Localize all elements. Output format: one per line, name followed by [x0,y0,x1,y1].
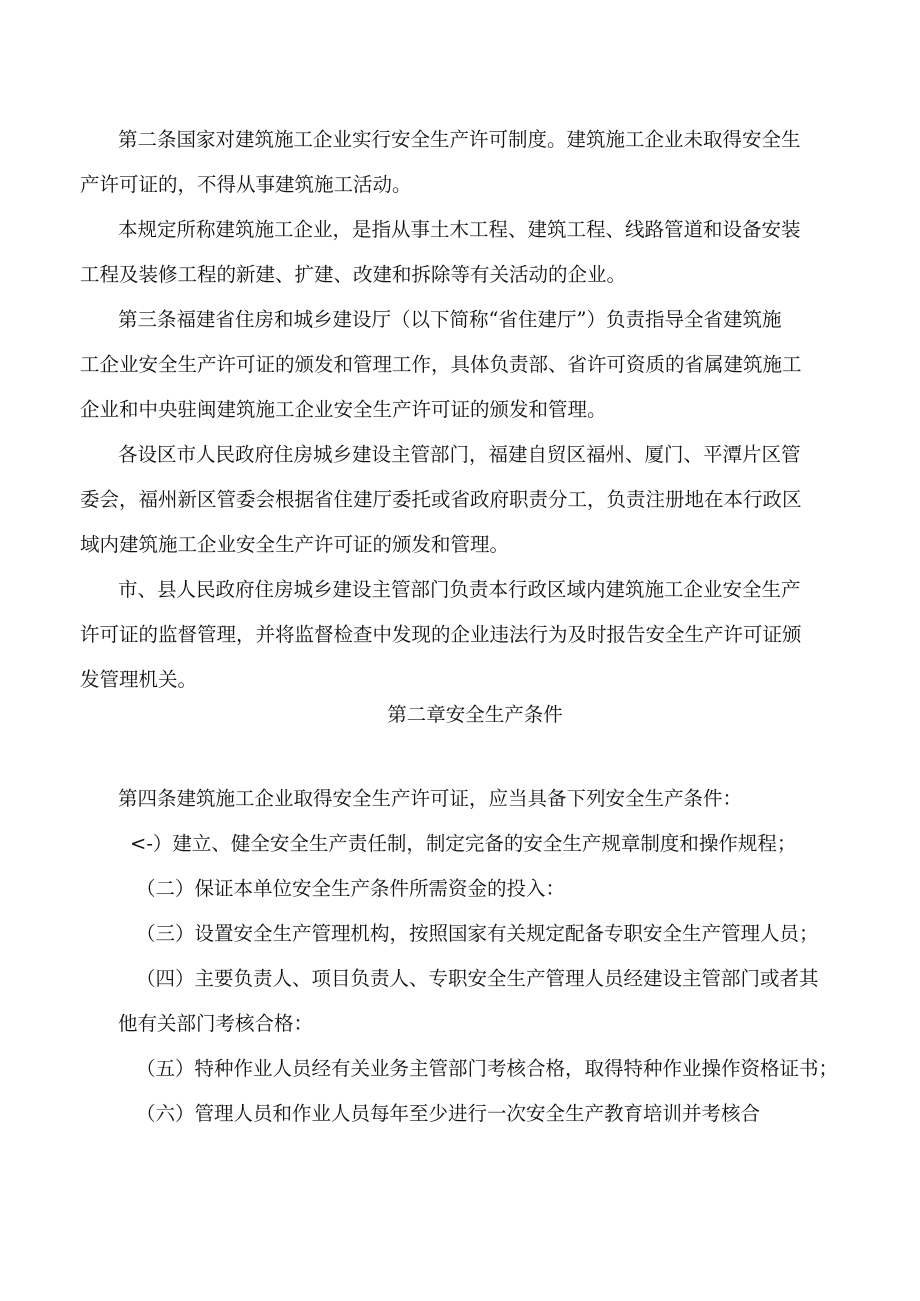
paragraph-article-2 [80,117,824,207]
text-line: 企业和中央驻闽建筑施工企业安全生产许可证的颁发和管理。 [80,398,607,421]
text-line: 各设区市人民政府住房城乡建设主管部门，福建自贸区福州、厦门、平潭片区管 [118,443,801,466]
text-line: 第二条国家对建筑施工企业实行安全生产许可制度。建筑施工企业未取得安全生 [118,128,801,151]
condition-item-4 [118,956,824,1046]
text-line: 产许可证的，不得从事建筑施工活动。 [80,173,412,196]
text-line: 域内建筑施工企业安全生产许可证的颁发和管理。 [80,533,510,556]
text-line: （四）主要负责人、项目负责人、专职安全生产管理人员经建设主管部门或者其 [136,967,819,990]
condition-item-3 [118,911,824,956]
text-line: 第三条福建省住房和城乡建设厅（以下简称“省住建厅”）负责指导全省建筑施 [118,308,782,331]
condition-item-2 [118,866,824,911]
text-line: 他有关部门考核合格： [118,1012,314,1035]
article-4: 第四条建筑施工企业取得安全生产许可证，应当具备下列安全生产条件： [118,787,743,810]
text-line: （六）管理人员和作业人员每年至少进行一次安全生产教育培训并考核合 [136,1102,761,1125]
condition-item-1 [118,821,824,866]
text-line: （三）设置安全生产管理机构，按照国家有关规定配备专职安全生产管理人员； [136,922,819,945]
paragraph-district-authorities [80,432,824,567]
condition-item-6 [118,1091,824,1136]
chapter-heading: 第二章安全生产条件 [387,703,563,726]
condition-item-5 [118,1046,839,1091]
paragraph-definition [80,207,824,297]
text-line: 工程及装修工程的新建、扩建、改建和拆除等有关活动的企业。 [80,263,627,286]
text-line: 委会，福州新区管委会根据省住建厅委托或省政府职责分工，负责注册地在本行政区 [80,488,802,511]
text-line: （五）特种作业人员经有关业务主管部门考核合格，取得特种作业操作资格证书； [136,1057,839,1080]
text-line: （二）保证本单位安全生产条件所需资金的投入： [136,877,566,900]
document-page [80,117,839,1136]
text-line: <-）建立、健全安全生产责任制，制定完备的安全生产规章制度和操作规程； [130,832,797,855]
text-line: 市、县人民政府住房城乡建设主管部门负责本行政区域内建筑施工企业安全生产 [118,578,801,601]
text-line: 发管理机关。 [80,668,198,691]
paragraph-article-3 [80,297,824,432]
text-line: 本规定所称建筑施工企业，是指从事土木工程、建筑工程、线路管道和设备安装 [118,218,801,241]
paragraph-county-authorities [80,567,824,702]
spacer [118,737,824,776]
text-line: 许可证的监督管理，并将监督检查中发现的企业违法行为及时报告安全生产许可证颁 [80,623,802,646]
text-line: 工企业安全生产许可证的颁发和管理工作，具体负责部、省许可资质的省属建筑施工 [80,353,802,376]
